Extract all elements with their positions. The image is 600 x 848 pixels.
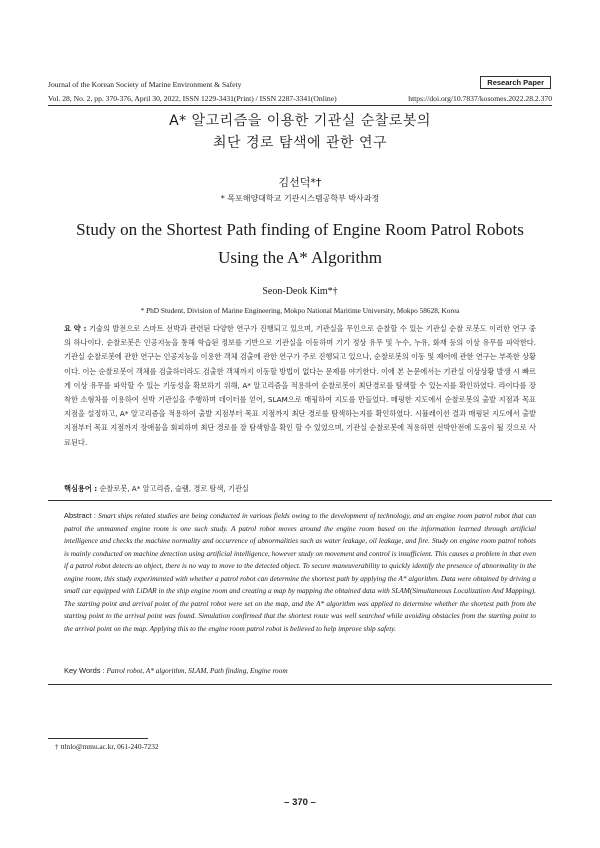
- header-rule: [48, 105, 552, 106]
- keywords-english-text: Patrol robot, A* algorithm, SLAM, Path finding, Engine room: [106, 666, 288, 675]
- citation-info: Vol. 28, No. 2, pp. 370-376, April 30, 2022, ISSN 1229-3431(Print) / ISSN 2287-3341(Online): [48, 94, 337, 103]
- title-korean-line1: A* 알고리즘을 이용한 기관실 순찰로봇의: [169, 113, 431, 129]
- keywords-korean-label: 핵심용어 :: [64, 484, 98, 493]
- title-english: [48, 216, 552, 272]
- abstract-korean: [64, 322, 536, 450]
- author-english: Seon-Deok Kim*†: [262, 286, 338, 297]
- page-number: – 370 –: [284, 797, 316, 808]
- keywords-korean: [64, 484, 536, 494]
- title-english-line2: Using the A* Algorithm: [218, 248, 382, 267]
- corresponding-author-footnote: † ttlnlo@mmu.ac.kr, 061-240-7232: [55, 742, 159, 751]
- footnote-rule: [48, 738, 148, 739]
- affiliation-english: * PhD Student, Division of Marine Engineering, Mokpo National Maritime University, Mokpo 58628, Korea: [140, 306, 460, 315]
- abstract-korean-label: 요 약 :: [64, 324, 87, 333]
- doi-link[interactable]: https://doi.org/10.7837/kosomes.2022.28.2.370: [408, 94, 552, 103]
- keywords-english: [64, 666, 536, 675]
- abstract-divider: [48, 500, 552, 501]
- abstract-korean-text: 기술의 발전으로 스마트 선박과 관련된 다양한 연구가 진행되고 있으며, 기관실을 무인으로 순찰할 수 있는 기관실 순찰 로봇도 이러한 연구 중의 하나이다. 순찰로봇은 인공지능을 통해 학습된 정보를 기반으로 기관실을 이동하며 기기 정상 유무 및 누수, 누유, 화재 등의 이상 유무를 파악한다. 기관실 순찰로봇에 관한 연구는 인공지능을 이용한 객체 검출에 관한 연구가 주로 진행되고 있으나, 순찰로봇의 이동 및 제어에 관한 연구는 부족한 상황이다. 이는 순찰로봇이 객체를 검출하더라도 검출한 객체까지 이동할 방법이 없다는 문제를 야기한다. 이에 본 논문에서는 기관실 이상상황 발생 시 빠르게 이상 유무를 파악할 수 있는 기동성을 확보하기 위해, A* 알고리즘을 적용하여 순찰로봇이 최단경로를 탐색할 수 있는지를 확인하였다. 라이다를 장착한 소형차를 이용하여 선박 기관실을 주행하며 데이터를 얻어, SLAM으로 매핑하여 지도를 만들었다. 매핑한 지도에서 순찰로봇의 출발 지점과 목표 지점을 설정하고, A* 알고리즘을 적용하여 출발 지점부터 목표 지점까지 최단 경로를 탐색하는지를 확인하였다. 시뮬레이션 결과 매핑된 지도에서 출발 지점부터 목표 지점까지 장애물을 회피하며 최단 경로를 잘 탐색함을 확인 할 수 있었으며, 기관실 순찰로봇에 적용하면 선박안전에 도움이 될 것으로 사료된다.: [64, 324, 536, 447]
- affiliation-korean: * 목포해양대학교 기관시스템공학부 박사과정: [220, 194, 380, 203]
- title-korean-line2: 최단 경로 탐색에 관한 연구: [212, 135, 388, 151]
- author-korean: 김선덕*†: [278, 176, 322, 189]
- journal-name: Journal of the Korean Society of Marine Environment & Safety: [48, 80, 242, 89]
- keywords-korean-text: 순찰로봇, A* 알고리즘, 슬램, 경로 탐색, 기관실: [99, 484, 249, 493]
- citation-line: [48, 94, 552, 103]
- keywords-english-label: Key Words :: [64, 666, 105, 675]
- article-type-badge: Research Paper: [480, 76, 551, 89]
- abstract-english-label: Abstract :: [64, 511, 97, 520]
- abstract-english-text: Smart ships related studies are being conducted in various fields owing to the development of technology, and an engine room patrol robot that can patrol the unmanned engine room is one such study. A patrol robot moves around the engine room based on the information learned through artificial intelligence and checks the machine normality and occurrence of abnormalities such as water leakage, oil leakage, and fire. Study on engine room patrol robots is mainly conducted on machine detection using artificial intelligence, however study on movement and control is insufficient. This causes a problem in that even if a patrol robot detects an object, there is no way to move to the detected object. To secure maneuverability to quickly identify the presence of abnormality in the engine room, this study experimented with whether a patrol robot can determine the shortest path by applying the A* algorithm. Data were obtained by driving a small car equipped with LiDAR in the ship engine room and creating a map by mapping the obtained data with SLAM(Simultaneous Localization And Mapping). The starting point and arrival point of the patrol robot were set on the map, and the A* algorithm was applied to determine whether the shortest path from the starting point to the arrival point was found. Simulation confirmed that the shortest route was well searched while avoiding obstacles from the starting point to the arrival point on the map. Applying this to the engine room patrol robot is believed to help improve ship safety.: [64, 511, 537, 633]
- keywords-rule: [48, 684, 552, 685]
- abstract-english: [64, 510, 536, 635]
- title-english-line1: Study on the Shortest Path finding of Engine Room Patrol Robots: [76, 220, 524, 239]
